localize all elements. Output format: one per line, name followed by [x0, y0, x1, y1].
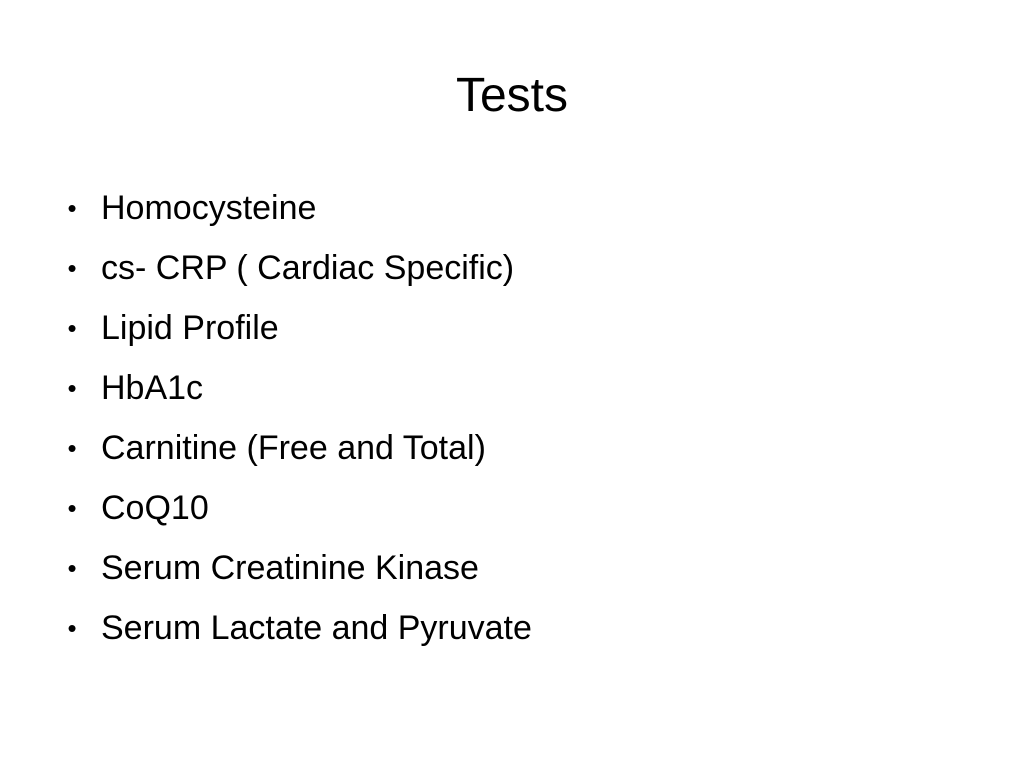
- list-item-label: Homocysteine: [101, 189, 317, 227]
- list-item: [62, 538, 962, 598]
- list-item-label: Serum Lactate and Pyruvate: [101, 609, 532, 647]
- bullet-icon: •: [67, 373, 77, 403]
- bullet-icon: •: [67, 553, 77, 583]
- list-item: [62, 238, 962, 298]
- list-item-label: Serum Creatinine Kinase: [101, 549, 479, 587]
- list-item: [62, 178, 962, 238]
- list-item: [62, 298, 962, 358]
- list-item-label: Carnitine (Free and Total): [101, 429, 486, 467]
- list-item: [62, 598, 962, 658]
- bullet-icon: •: [67, 493, 77, 523]
- list-item-label: cs- CRP ( Cardiac Specific): [101, 249, 515, 287]
- list-item: [62, 478, 962, 538]
- list-item: [62, 358, 962, 418]
- list-item-label: HbA1c: [101, 369, 204, 407]
- bullet-icon: •: [67, 193, 77, 223]
- list-item: [62, 418, 962, 478]
- bullet-icon: •: [67, 253, 77, 283]
- bullet-list: [62, 178, 962, 658]
- bullet-icon: •: [67, 613, 77, 643]
- bullet-icon: •: [67, 313, 77, 343]
- bullet-icon: •: [67, 433, 77, 463]
- slide-title: Tests: [455, 69, 569, 122]
- list-item-label: Lipid Profile: [101, 309, 279, 347]
- list-item-label: CoQ10: [101, 489, 209, 527]
